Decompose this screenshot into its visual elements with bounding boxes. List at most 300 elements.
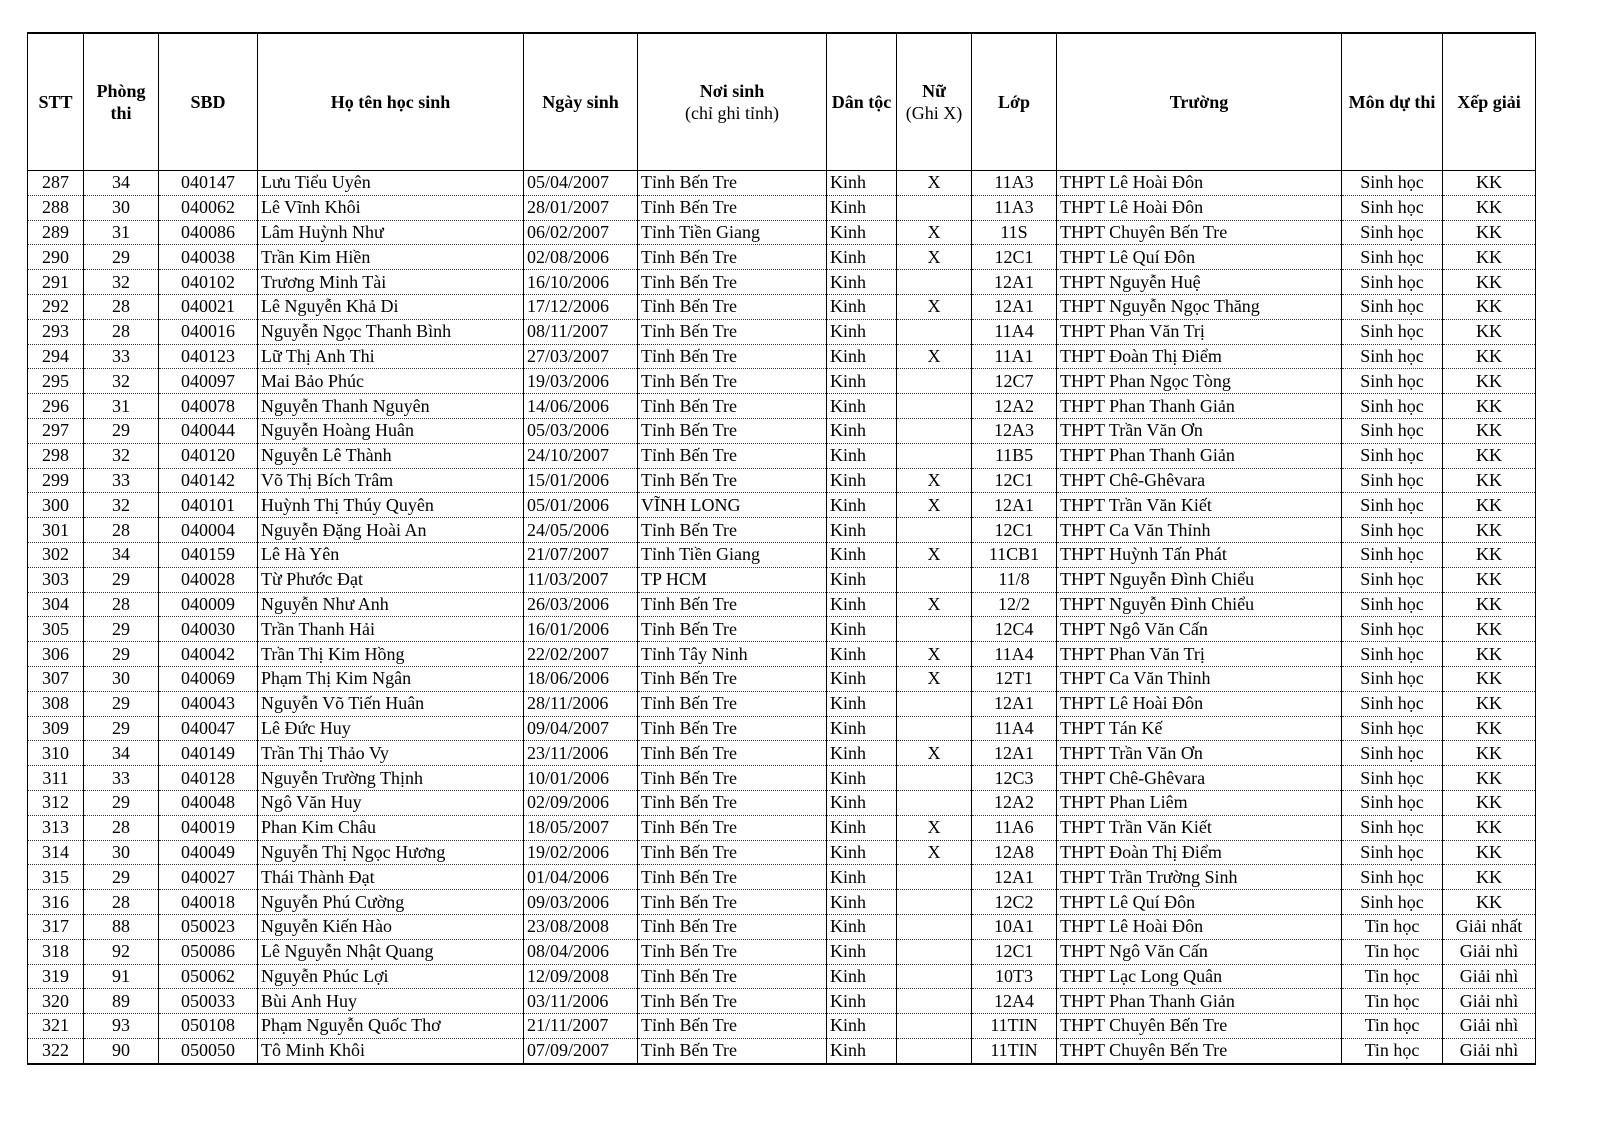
- cell-truong: THPT Lạc Long Quân: [1057, 964, 1342, 989]
- table-row: [28, 567, 1536, 592]
- cell-xep-giai: KK: [1443, 171, 1536, 196]
- cell-sbd: 040069: [159, 666, 258, 691]
- cell-ho-ten: Phạm Nguyễn Quốc Thơ: [258, 1014, 524, 1039]
- cell-truong: THPT Lê Hoài Đôn: [1057, 195, 1342, 220]
- cell-ho-ten: Lê Nguyễn Khả Di: [258, 294, 524, 319]
- cell-mon-du-thi: Sinh học: [1342, 790, 1443, 815]
- cell-phong-thi: 28: [84, 592, 159, 617]
- cell-truong: THPT Phan Thanh Giản: [1057, 443, 1342, 468]
- cell-phong-thi: 29: [84, 691, 159, 716]
- cell-stt: 303: [28, 567, 84, 592]
- cell-xep-giai: Giải nhì: [1443, 939, 1536, 964]
- cell-sbd: 050086: [159, 939, 258, 964]
- cell-nu: [897, 443, 972, 468]
- cell-lop: 12C3: [972, 766, 1057, 791]
- cell-ho-ten: Nguyễn Thanh Nguyên: [258, 394, 524, 419]
- cell-xep-giai: KK: [1443, 394, 1536, 419]
- cell-xep-giai: KK: [1443, 790, 1536, 815]
- cell-nu: [897, 1014, 972, 1039]
- cell-dan-toc: Kinh: [827, 319, 897, 344]
- cell-truong: THPT Ngô Văn Cấn: [1057, 939, 1342, 964]
- cell-lop: 12A1: [972, 294, 1057, 319]
- cell-lop: 12T1: [972, 666, 1057, 691]
- cell-lop: 11TIN: [972, 1014, 1057, 1039]
- cell-ngay-sinh: 11/03/2007: [524, 567, 638, 592]
- cell-dan-toc: Kinh: [827, 890, 897, 915]
- cell-nu: [897, 567, 972, 592]
- cell-dan-toc: Kinh: [827, 394, 897, 419]
- cell-ngay-sinh: 19/03/2006: [524, 369, 638, 394]
- cell-nu: X: [897, 840, 972, 865]
- cell-truong: THPT Lê Quí Đôn: [1057, 890, 1342, 915]
- cell-nu: [897, 914, 972, 939]
- cell-sbd: 040147: [159, 171, 258, 196]
- cell-sbd: 050023: [159, 914, 258, 939]
- cell-truong: THPT Huỳnh Tấn Phát: [1057, 542, 1342, 567]
- cell-nu: X: [897, 815, 972, 840]
- cell-sbd: 040149: [159, 741, 258, 766]
- cell-truong: THPT Phan Văn Trị: [1057, 642, 1342, 667]
- header-truong: Trường: [1057, 33, 1342, 171]
- cell-sbd: 040043: [159, 691, 258, 716]
- cell-ho-ten: Lê Hà Yên: [258, 542, 524, 567]
- cell-sbd: 040021: [159, 294, 258, 319]
- cell-mon-du-thi: Sinh học: [1342, 344, 1443, 369]
- cell-lop: 12C2: [972, 890, 1057, 915]
- cell-nu: [897, 790, 972, 815]
- cell-nu: [897, 617, 972, 642]
- cell-noi-sinh: Tỉnh Bến Tre: [638, 418, 827, 443]
- cell-sbd: 040062: [159, 195, 258, 220]
- cell-phong-thi: 91: [84, 964, 159, 989]
- cell-dan-toc: Kinh: [827, 220, 897, 245]
- cell-lop: 12/2: [972, 592, 1057, 617]
- cell-ngay-sinh: 22/02/2007: [524, 642, 638, 667]
- cell-sbd: 040120: [159, 443, 258, 468]
- cell-nu: [897, 890, 972, 915]
- cell-dan-toc: Kinh: [827, 245, 897, 270]
- cell-phong-thi: 88: [84, 914, 159, 939]
- cell-stt: 317: [28, 914, 84, 939]
- cell-mon-du-thi: Sinh học: [1342, 171, 1443, 196]
- table-row: [28, 195, 1536, 220]
- cell-dan-toc: Kinh: [827, 815, 897, 840]
- cell-truong: THPT Trần Văn Ơn: [1057, 418, 1342, 443]
- cell-truong: THPT Phan Thanh Giản: [1057, 989, 1342, 1014]
- cell-noi-sinh: Tỉnh Bến Tre: [638, 394, 827, 419]
- table-row: [28, 691, 1536, 716]
- cell-ho-ten: Nguyễn Ngọc Thanh Bình: [258, 319, 524, 344]
- cell-noi-sinh: Tỉnh Bến Tre: [638, 195, 827, 220]
- cell-mon-du-thi: Sinh học: [1342, 245, 1443, 270]
- cell-truong: THPT Phan Thanh Giản: [1057, 394, 1342, 419]
- cell-ho-ten: Lưu Tiểu Uyên: [258, 171, 524, 196]
- table-body: [28, 171, 1536, 1064]
- cell-lop: 12A2: [972, 394, 1057, 419]
- table-row: [28, 418, 1536, 443]
- cell-phong-thi: 29: [84, 642, 159, 667]
- cell-ngay-sinh: 08/11/2007: [524, 319, 638, 344]
- cell-nu: [897, 394, 972, 419]
- table-row: [28, 518, 1536, 543]
- cell-nu: [897, 989, 972, 1014]
- cell-dan-toc: Kinh: [827, 989, 897, 1014]
- cell-noi-sinh: TP HCM: [638, 567, 827, 592]
- cell-phong-thi: 92: [84, 939, 159, 964]
- cell-lop: 12A3: [972, 418, 1057, 443]
- cell-phong-thi: 29: [84, 567, 159, 592]
- cell-phong-thi: 31: [84, 220, 159, 245]
- cell-sbd: 040078: [159, 394, 258, 419]
- cell-stt: 308: [28, 691, 84, 716]
- header-mon-du-thi: Môn dự thi: [1342, 33, 1443, 171]
- cell-xep-giai: KK: [1443, 567, 1536, 592]
- cell-dan-toc: Kinh: [827, 1014, 897, 1039]
- cell-ngay-sinh: 08/04/2006: [524, 939, 638, 964]
- cell-stt: 300: [28, 493, 84, 518]
- cell-truong: THPT Nguyễn Ngọc Thăng: [1057, 294, 1342, 319]
- cell-phong-thi: 28: [84, 518, 159, 543]
- cell-noi-sinh: VĨNH LONG: [638, 493, 827, 518]
- cell-ngay-sinh: 01/04/2006: [524, 865, 638, 890]
- cell-nu: X: [897, 642, 972, 667]
- table-row: [28, 245, 1536, 270]
- cell-xep-giai: KK: [1443, 890, 1536, 915]
- cell-ho-ten: Trương Minh Tài: [258, 270, 524, 295]
- cell-ho-ten: Huỳnh Thị Thúy Quyên: [258, 493, 524, 518]
- cell-stt: 311: [28, 766, 84, 791]
- cell-truong: THPT Ca Văn Thỉnh: [1057, 666, 1342, 691]
- cell-stt: 287: [28, 171, 84, 196]
- cell-noi-sinh: Tỉnh Bến Tre: [638, 344, 827, 369]
- cell-ho-ten: Ngô Văn Huy: [258, 790, 524, 815]
- cell-mon-du-thi: Sinh học: [1342, 666, 1443, 691]
- cell-nu: [897, 418, 972, 443]
- cell-truong: THPT Phan Ngọc Tòng: [1057, 369, 1342, 394]
- cell-sbd: 040009: [159, 592, 258, 617]
- cell-nu: X: [897, 493, 972, 518]
- cell-dan-toc: Kinh: [827, 171, 897, 196]
- cell-phong-thi: 34: [84, 171, 159, 196]
- cell-lop: 11A6: [972, 815, 1057, 840]
- table-row: [28, 493, 1536, 518]
- table-row: [28, 617, 1536, 642]
- cell-phong-thi: 29: [84, 418, 159, 443]
- cell-stt: 322: [28, 1038, 84, 1063]
- cell-ngay-sinh: 12/09/2008: [524, 964, 638, 989]
- cell-truong: THPT Trần Trường Sinh: [1057, 865, 1342, 890]
- cell-noi-sinh: Tỉnh Bến Tre: [638, 815, 827, 840]
- cell-ho-ten: Nguyễn Kiến Hào: [258, 914, 524, 939]
- cell-ngay-sinh: 03/11/2006: [524, 989, 638, 1014]
- cell-phong-thi: 33: [84, 344, 159, 369]
- cell-phong-thi: 32: [84, 493, 159, 518]
- header-xep-giai: Xếp giải: [1443, 33, 1536, 171]
- cell-dan-toc: Kinh: [827, 1038, 897, 1063]
- cell-phong-thi: 93: [84, 1014, 159, 1039]
- cell-noi-sinh: Tỉnh Bến Tre: [638, 989, 827, 1014]
- cell-phong-thi: 28: [84, 890, 159, 915]
- cell-ngay-sinh: 05/03/2006: [524, 418, 638, 443]
- cell-noi-sinh: Tỉnh Bến Tre: [638, 716, 827, 741]
- cell-nu: [897, 691, 972, 716]
- cell-lop: 12C1: [972, 518, 1057, 543]
- cell-phong-thi: 29: [84, 865, 159, 890]
- cell-dan-toc: Kinh: [827, 939, 897, 964]
- cell-noi-sinh: Tỉnh Tiền Giang: [638, 220, 827, 245]
- cell-truong: THPT Trần Văn Ơn: [1057, 741, 1342, 766]
- cell-mon-du-thi: Sinh học: [1342, 741, 1443, 766]
- table-row: [28, 716, 1536, 741]
- table-row: [28, 939, 1536, 964]
- cell-xep-giai: KK: [1443, 617, 1536, 642]
- table-row: [28, 1038, 1536, 1063]
- cell-ho-ten: Nguyễn Như Anh: [258, 592, 524, 617]
- cell-truong: THPT Nguyễn Đình Chiểu: [1057, 592, 1342, 617]
- cell-dan-toc: Kinh: [827, 691, 897, 716]
- cell-noi-sinh: Tỉnh Bến Tre: [638, 741, 827, 766]
- cell-stt: 316: [28, 890, 84, 915]
- cell-mon-du-thi: Sinh học: [1342, 766, 1443, 791]
- cell-xep-giai: KK: [1443, 344, 1536, 369]
- cell-stt: 294: [28, 344, 84, 369]
- cell-noi-sinh: Tỉnh Bến Tre: [638, 964, 827, 989]
- cell-noi-sinh: Tỉnh Bến Tre: [638, 691, 827, 716]
- cell-lop: 11S: [972, 220, 1057, 245]
- cell-noi-sinh: Tỉnh Bến Tre: [638, 1038, 827, 1063]
- header-nu-sub: (Ghi X): [905, 103, 963, 123]
- cell-sbd: 040028: [159, 567, 258, 592]
- cell-truong: THPT Tán Kế: [1057, 716, 1342, 741]
- cell-ho-ten: Nguyễn Thị Ngọc Hương: [258, 840, 524, 865]
- header-noi-sinh-label: Nơi sinh: [699, 81, 765, 101]
- cell-lop: 12A1: [972, 493, 1057, 518]
- cell-mon-du-thi: Tin học: [1342, 964, 1443, 989]
- cell-xep-giai: KK: [1443, 518, 1536, 543]
- cell-mon-du-thi: Sinh học: [1342, 815, 1443, 840]
- cell-xep-giai: KK: [1443, 220, 1536, 245]
- cell-stt: 309: [28, 716, 84, 741]
- cell-sbd: 040048: [159, 790, 258, 815]
- cell-mon-du-thi: Sinh học: [1342, 691, 1443, 716]
- cell-xep-giai: KK: [1443, 270, 1536, 295]
- cell-lop: 11B5: [972, 443, 1057, 468]
- cell-ho-ten: Thái Thành Đạt: [258, 865, 524, 890]
- cell-xep-giai: KK: [1443, 195, 1536, 220]
- cell-stt: 299: [28, 468, 84, 493]
- cell-ngay-sinh: 10/01/2006: [524, 766, 638, 791]
- cell-xep-giai: KK: [1443, 418, 1536, 443]
- cell-xep-giai: KK: [1443, 691, 1536, 716]
- cell-xep-giai: KK: [1443, 369, 1536, 394]
- cell-mon-du-thi: Sinh học: [1342, 542, 1443, 567]
- cell-dan-toc: Kinh: [827, 766, 897, 791]
- table-row: [28, 369, 1536, 394]
- cell-stt: 310: [28, 741, 84, 766]
- table-row: [28, 468, 1536, 493]
- cell-nu: X: [897, 344, 972, 369]
- cell-mon-du-thi: Tin học: [1342, 989, 1443, 1014]
- cell-xep-giai: Giải nhất: [1443, 914, 1536, 939]
- cell-xep-giai: KK: [1443, 642, 1536, 667]
- header-sbd: SBD: [159, 33, 258, 171]
- cell-dan-toc: Kinh: [827, 642, 897, 667]
- cell-xep-giai: Giải nhì: [1443, 1014, 1536, 1039]
- cell-stt: 304: [28, 592, 84, 617]
- cell-sbd: 040101: [159, 493, 258, 518]
- cell-xep-giai: Giải nhì: [1443, 989, 1536, 1014]
- cell-lop: 10A1: [972, 914, 1057, 939]
- cell-dan-toc: Kinh: [827, 790, 897, 815]
- cell-ho-ten: Trần Kim Hiền: [258, 245, 524, 270]
- cell-nu: [897, 766, 972, 791]
- cell-noi-sinh: Tỉnh Bến Tre: [638, 617, 827, 642]
- cell-ho-ten: Nguyễn Lê Thành: [258, 443, 524, 468]
- cell-stt: 288: [28, 195, 84, 220]
- table-row: [28, 220, 1536, 245]
- cell-mon-du-thi: Sinh học: [1342, 220, 1443, 245]
- cell-truong: THPT Đoàn Thị Điểm: [1057, 344, 1342, 369]
- table-row: [28, 542, 1536, 567]
- cell-xep-giai: KK: [1443, 741, 1536, 766]
- cell-dan-toc: Kinh: [827, 741, 897, 766]
- cell-xep-giai: KK: [1443, 865, 1536, 890]
- cell-lop: 11A1: [972, 344, 1057, 369]
- cell-phong-thi: 34: [84, 542, 159, 567]
- cell-ngay-sinh: 21/11/2007: [524, 1014, 638, 1039]
- cell-ngay-sinh: 27/03/2007: [524, 344, 638, 369]
- cell-stt: 320: [28, 989, 84, 1014]
- cell-stt: 307: [28, 666, 84, 691]
- cell-ngay-sinh: 09/03/2006: [524, 890, 638, 915]
- cell-ngay-sinh: 23/08/2008: [524, 914, 638, 939]
- cell-ngay-sinh: 15/01/2006: [524, 468, 638, 493]
- cell-dan-toc: Kinh: [827, 493, 897, 518]
- cell-ho-ten: Trần Thị Thảo Vy: [258, 741, 524, 766]
- cell-noi-sinh: Tỉnh Tây Ninh: [638, 642, 827, 667]
- cell-xep-giai: KK: [1443, 815, 1536, 840]
- cell-ho-ten: Tô Minh Khôi: [258, 1038, 524, 1063]
- table-row: [28, 865, 1536, 890]
- cell-phong-thi: 34: [84, 741, 159, 766]
- cell-noi-sinh: Tỉnh Bến Tre: [638, 294, 827, 319]
- cell-lop: 12C7: [972, 369, 1057, 394]
- cell-lop: 12C1: [972, 939, 1057, 964]
- cell-truong: THPT Ca Văn Thỉnh: [1057, 518, 1342, 543]
- cell-phong-thi: 30: [84, 840, 159, 865]
- cell-stt: 306: [28, 642, 84, 667]
- cell-sbd: 040042: [159, 642, 258, 667]
- cell-ho-ten: Lê Đức Huy: [258, 716, 524, 741]
- cell-truong: THPT Phan Văn Trị: [1057, 319, 1342, 344]
- cell-xep-giai: Giải nhì: [1443, 1038, 1536, 1063]
- cell-truong: THPT Trần Văn Kiết: [1057, 815, 1342, 840]
- cell-ho-ten: Phạm Thị Kim Ngân: [258, 666, 524, 691]
- cell-lop: 10T3: [972, 964, 1057, 989]
- cell-stt: 290: [28, 245, 84, 270]
- cell-mon-du-thi: Sinh học: [1342, 493, 1443, 518]
- cell-ngay-sinh: 24/05/2006: [524, 518, 638, 543]
- cell-ho-ten: Lê Nguyễn Nhật Quang: [258, 939, 524, 964]
- cell-mon-du-thi: Tin học: [1342, 914, 1443, 939]
- cell-nu: X: [897, 245, 972, 270]
- cell-nu: [897, 1038, 972, 1063]
- cell-lop: 11CB1: [972, 542, 1057, 567]
- cell-nu: [897, 270, 972, 295]
- cell-noi-sinh: Tỉnh Bến Tre: [638, 766, 827, 791]
- cell-nu: X: [897, 294, 972, 319]
- cell-mon-du-thi: Sinh học: [1342, 840, 1443, 865]
- header-nu: [897, 33, 972, 171]
- cell-nu: X: [897, 542, 972, 567]
- table-row: [28, 989, 1536, 1014]
- cell-truong: THPT Lê Hoài Đôn: [1057, 914, 1342, 939]
- cell-truong: THPT Trần Văn Kiết: [1057, 493, 1342, 518]
- cell-truong: THPT Ngô Văn Cấn: [1057, 617, 1342, 642]
- cell-dan-toc: Kinh: [827, 592, 897, 617]
- cell-stt: 312: [28, 790, 84, 815]
- cell-truong: THPT Chê-Ghêvara: [1057, 468, 1342, 493]
- cell-truong: THPT Phan Liêm: [1057, 790, 1342, 815]
- cell-noi-sinh: Tỉnh Bến Tre: [638, 1014, 827, 1039]
- cell-ngay-sinh: 18/05/2007: [524, 815, 638, 840]
- cell-ngay-sinh: 28/01/2007: [524, 195, 638, 220]
- cell-ngay-sinh: 23/11/2006: [524, 741, 638, 766]
- cell-truong: THPT Lê Hoài Đôn: [1057, 691, 1342, 716]
- cell-ngay-sinh: 02/08/2006: [524, 245, 638, 270]
- cell-dan-toc: Kinh: [827, 443, 897, 468]
- cell-truong: THPT Đoàn Thị Điểm: [1057, 840, 1342, 865]
- cell-ngay-sinh: 19/02/2006: [524, 840, 638, 865]
- cell-xep-giai: KK: [1443, 294, 1536, 319]
- cell-phong-thi: 32: [84, 270, 159, 295]
- cell-ngay-sinh: 16/10/2006: [524, 270, 638, 295]
- cell-sbd: 040038: [159, 245, 258, 270]
- cell-ho-ten: Lữ Thị Anh Thi: [258, 344, 524, 369]
- cell-noi-sinh: Tỉnh Bến Tre: [638, 914, 827, 939]
- cell-mon-du-thi: Tin học: [1342, 1038, 1443, 1063]
- cell-dan-toc: Kinh: [827, 369, 897, 394]
- cell-stt: 318: [28, 939, 84, 964]
- cell-dan-toc: Kinh: [827, 418, 897, 443]
- table-row: [28, 815, 1536, 840]
- cell-dan-toc: Kinh: [827, 344, 897, 369]
- cell-noi-sinh: Tỉnh Bến Tre: [638, 443, 827, 468]
- cell-mon-du-thi: Sinh học: [1342, 865, 1443, 890]
- cell-stt: 314: [28, 840, 84, 865]
- cell-noi-sinh: Tỉnh Bến Tre: [638, 171, 827, 196]
- header-noi-sinh-sub: (chỉ ghi tỉnh): [685, 103, 779, 123]
- table-row: [28, 344, 1536, 369]
- cell-nu: X: [897, 220, 972, 245]
- cell-ngay-sinh: 16/01/2006: [524, 617, 638, 642]
- cell-mon-du-thi: Sinh học: [1342, 592, 1443, 617]
- cell-sbd: 050033: [159, 989, 258, 1014]
- cell-mon-du-thi: Sinh học: [1342, 617, 1443, 642]
- header-nu-label: Nữ: [922, 81, 946, 101]
- cell-stt: 295: [28, 369, 84, 394]
- cell-phong-thi: 33: [84, 468, 159, 493]
- cell-nu: [897, 964, 972, 989]
- cell-nu: [897, 939, 972, 964]
- cell-nu: X: [897, 468, 972, 493]
- cell-nu: [897, 865, 972, 890]
- cell-dan-toc: Kinh: [827, 617, 897, 642]
- cell-mon-du-thi: Sinh học: [1342, 890, 1443, 915]
- cell-dan-toc: Kinh: [827, 542, 897, 567]
- table-row: [28, 394, 1536, 419]
- cell-stt: 319: [28, 964, 84, 989]
